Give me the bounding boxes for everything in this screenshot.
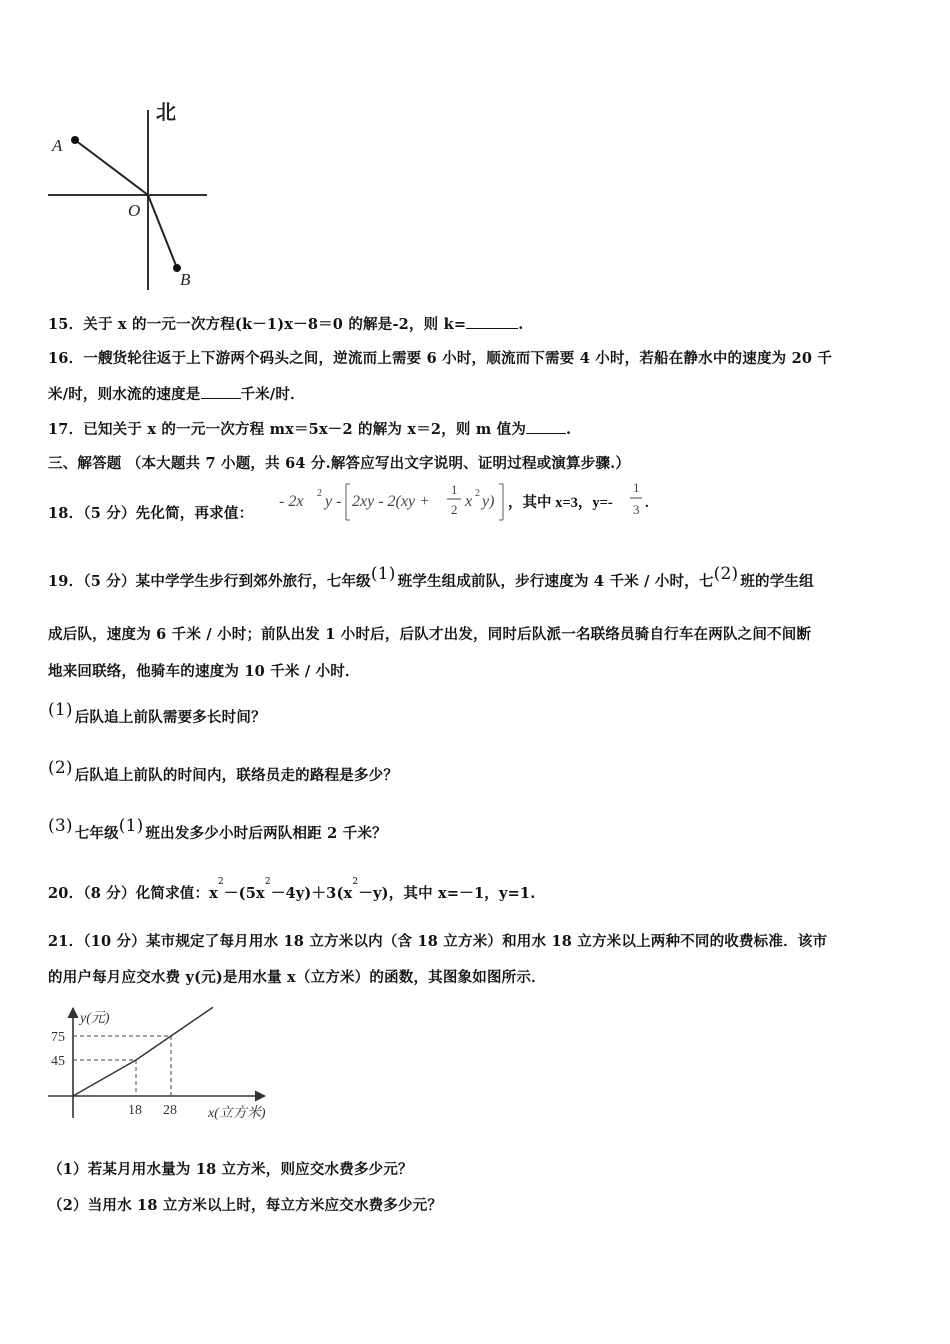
q19-sub3-label: (3) (48, 816, 73, 836)
q20-p1: x (209, 885, 219, 902)
q16-line1: 16．一艘货轮往返于上下游两个码头之间，逆流而上需要 6 小时，顺流而下需要 4 小时，若船在静水中的速度为 20 千 (48, 350, 833, 367)
x-tick-28: 28 (163, 1103, 177, 1118)
x-tick-18: 18 (128, 1103, 142, 1118)
water-fee-chart (40, 1000, 300, 1125)
question-15 (48, 313, 523, 334)
x-axis-label: x(立方米) (208, 1106, 266, 1121)
q19-sub1: 后队追上前队需要多长时间？ (74, 709, 266, 726)
question-16-line2 (48, 383, 305, 404)
q17-text: 17．已知关于 x 的一元一次方程 mx＝5x－2 的解为 x＝2，则 m 值为 (48, 421, 527, 438)
q19-line1-a: 19．（5 分）某中学学生步行到郊外旅行，七年级 (48, 573, 371, 590)
q18-suffix: ，其中 x=3，y=- (508, 495, 613, 511)
q20-prefix: 20．（8 分）化简求值： (48, 885, 210, 902)
q18-prefix: 18．（5 分）先化简，再求值： (48, 505, 254, 522)
q19-sub3-a: 七年级 (74, 825, 119, 842)
q15-end: . (518, 316, 524, 333)
question-17 (48, 418, 571, 439)
question-21-line2 (48, 966, 546, 987)
question-21-sub1 (48, 1158, 413, 1179)
q18-sup-d: 2 (475, 488, 480, 499)
y-tick-75: 75 (51, 1030, 65, 1045)
q21-sub1: （1）若某月用水量为 18 立方米，则应交水费多少元？ (48, 1161, 413, 1178)
question-19-sub2 (48, 758, 399, 785)
question-21-line1 (48, 930, 827, 951)
q18-expr-b: y - (325, 493, 342, 510)
question-19-sub3 (48, 816, 387, 843)
y-axis-label: y(元) (80, 1011, 110, 1026)
q20-sup3: 2 (352, 877, 359, 887)
point-a-label: A (52, 136, 63, 155)
question-19-line1 (48, 564, 814, 591)
section-3-heading (48, 452, 630, 473)
q16-answer-blank[interactable] (201, 384, 241, 399)
q17-end: . (566, 421, 572, 438)
q19-line3: 地来回联络，他骑车的速度为 10 千米 / 小时． (48, 663, 360, 680)
q18-expression (275, 478, 655, 524)
q18-expr-d: x (465, 493, 473, 510)
q19-line1-b: 班学生组成前队，步行速度为 4 千米 / 小时，七 (397, 573, 714, 590)
q18-expr-c: 2xy - 2(xy + (352, 493, 430, 510)
q15-answer-blank[interactable] (466, 314, 518, 329)
q18-expr-e: y) (482, 493, 495, 510)
q20-sup1: 2 (218, 877, 224, 887)
q20-sup2: 2 (264, 877, 271, 887)
q18-frac-num: 1 (451, 482, 458, 497)
section-3-text: 三、解答题 （本大题共 7 小题，共 64 分.解答应写出文字说明、证明过程或演算步骤.） (48, 455, 631, 472)
point-b-label: B (180, 270, 191, 289)
q16-line2-pre: 米/时，则水流的速度是 (48, 386, 201, 403)
q15-text: 15．关于 x 的一元一次方程(k－1)x－8＝0 的解是-2，则 k= (48, 316, 467, 333)
q18-end: . (645, 495, 649, 511)
y-tick-45: 45 (51, 1054, 65, 1069)
question-21-sub2 (48, 1194, 442, 1215)
segment-ob (148, 195, 177, 268)
q19-sub1-label: (1) (48, 700, 73, 720)
q19-sub3-b: 班出发多少小时后两队相距 2 千米？ (145, 825, 387, 842)
q19-sub3-paren: (1) (118, 816, 144, 836)
q19-paren2: (2) (713, 564, 739, 584)
q21-line2: 的用户每月应交水费 y(元)是用水量 x（立方米）的函数，其图象如图所示． (48, 969, 546, 986)
question-18 (48, 502, 253, 523)
q21-line1: 21．（10 分）某市规定了每月用水 18 立方米以内（含 18 立方米）和用水 18 立方米以上两种不同的收费标准．该市 (48, 933, 828, 950)
question-19-sub1 (48, 700, 266, 727)
q18-y-den: 3 (633, 502, 640, 517)
q18-expr-a: - 2x (279, 493, 304, 510)
question-20 (48, 877, 536, 903)
question-19-line2 (48, 623, 811, 644)
q19-sub2-label: (2) (48, 758, 73, 778)
q18-frac-den: 2 (451, 502, 458, 517)
point-o-label: O (128, 201, 141, 220)
q20-p3: －4y)＋3(x (270, 885, 353, 902)
compass-figure (40, 95, 220, 295)
q18-sup-a: 2 (317, 488, 322, 499)
q16-line2-post: 千米/时． (240, 386, 305, 403)
q21-sub2: （2）当用水 18 立方米以上时，每立方米应交水费多少元？ (48, 1197, 443, 1214)
q19-line1-c: 班的学生组 (740, 573, 814, 590)
question-16-line1 (48, 347, 832, 368)
segment-oa (75, 140, 148, 195)
point-a-dot (71, 136, 79, 144)
q17-answer-blank[interactable] (526, 419, 566, 434)
question-19-line3 (48, 660, 360, 681)
q20-p4: －y)，其中 x=－1，y=1. (358, 885, 536, 902)
q20-p2: －(5x (223, 885, 265, 902)
q19-paren1: (1) (370, 564, 396, 584)
q19-line2: 成后队，速度为 6 千米 / 小时；前队出发 1 小时后，后队才出发，同时后队派一名联络员骑自行车在两队之间不间断 (48, 626, 812, 643)
north-label: 北 (156, 102, 176, 124)
q19-sub2: 后队追上前队的时间内，联络员走的路程是多少？ (74, 767, 399, 784)
q18-y-num: 1 (633, 480, 640, 495)
